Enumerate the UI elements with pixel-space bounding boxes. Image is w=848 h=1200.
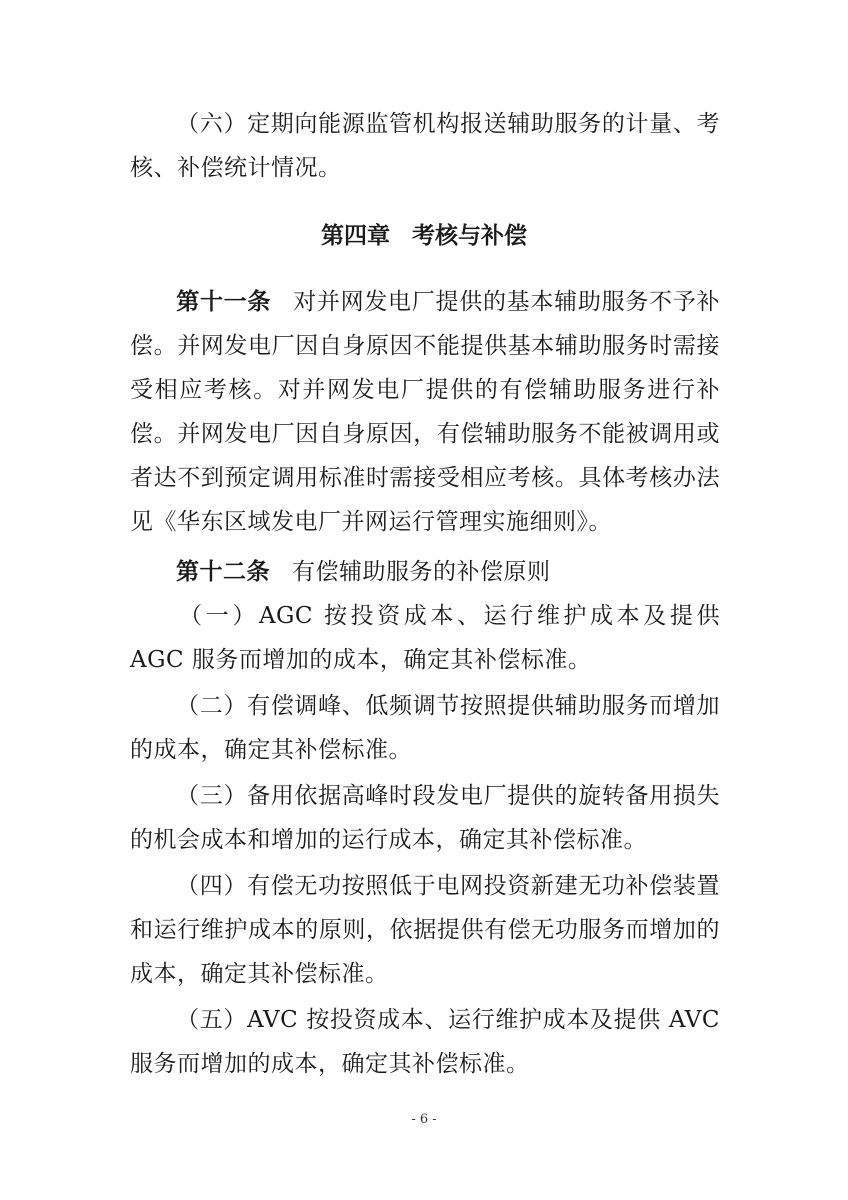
article-11 xyxy=(130,280,720,544)
paragraph-item-3 xyxy=(130,774,720,862)
paragraph-item-4 xyxy=(130,864,720,996)
paragraph-item-6-text: （六）定期向能源监管机构报送辅助服务的计量、考核、补偿统计情况。 xyxy=(130,111,720,181)
paragraph-item-6 xyxy=(130,102,720,190)
paragraph-item-2 xyxy=(130,684,720,772)
paragraph-item-1 xyxy=(130,594,720,682)
article-12-heading: 第十二条 xyxy=(176,559,270,585)
chapter-title xyxy=(0,214,848,258)
article-11-heading: 第十一条 xyxy=(176,289,272,315)
chapter-number: 第四章 xyxy=(321,223,390,249)
paragraph-item-5 xyxy=(130,998,720,1086)
chapter-name: 考核与补偿 xyxy=(412,223,527,249)
article-12-text: 有偿辅助服务的补偿原则 xyxy=(292,559,551,585)
paragraph-item-4-text: （四）有偿无功按照低于电网投资新建无功补偿装置和运行维护成本的原则，依据提供有偿无功服务而增加的成本，确定其补偿标准。 xyxy=(130,873,720,987)
article-12 xyxy=(130,550,720,594)
paragraph-item-3-text: （三）备用依据高峰时段发电厂提供的旋转备用损失的机会成本和增加的运行成本，确定其补偿标准。 xyxy=(130,783,720,853)
paragraph-item-5-text: （五）AVC 按投资成本、运行维护成本及提供 AVC 服务而增加的成本，确定其补偿标准。 xyxy=(130,1007,720,1077)
article-11-text: 对并网发电厂提供的基本辅助服务不予补偿。并网发电厂因自身原因不能提供基本辅助服务时需接受相应考核。对并网发电厂提供的有偿辅助服务进行补偿。并网发电厂因自身原因，有偿辅助服务不能被调用或者达不到预定调用标准时需接受相应考核。具体考核办法见《华东区域发电厂并网运行管理实施细则》。 xyxy=(130,289,721,535)
paragraph-item-1-text: （一）AGC 按投资成本、运行维护成本及提供 AGC 服务而增加的成本，确定其补偿标准。 xyxy=(130,603,720,673)
paragraph-item-2-text: （二）有偿调峰、低频调节按照提供辅助服务而增加的成本，确定其补偿标准。 xyxy=(130,693,720,763)
page-number: - 6 - xyxy=(411,1112,437,1127)
